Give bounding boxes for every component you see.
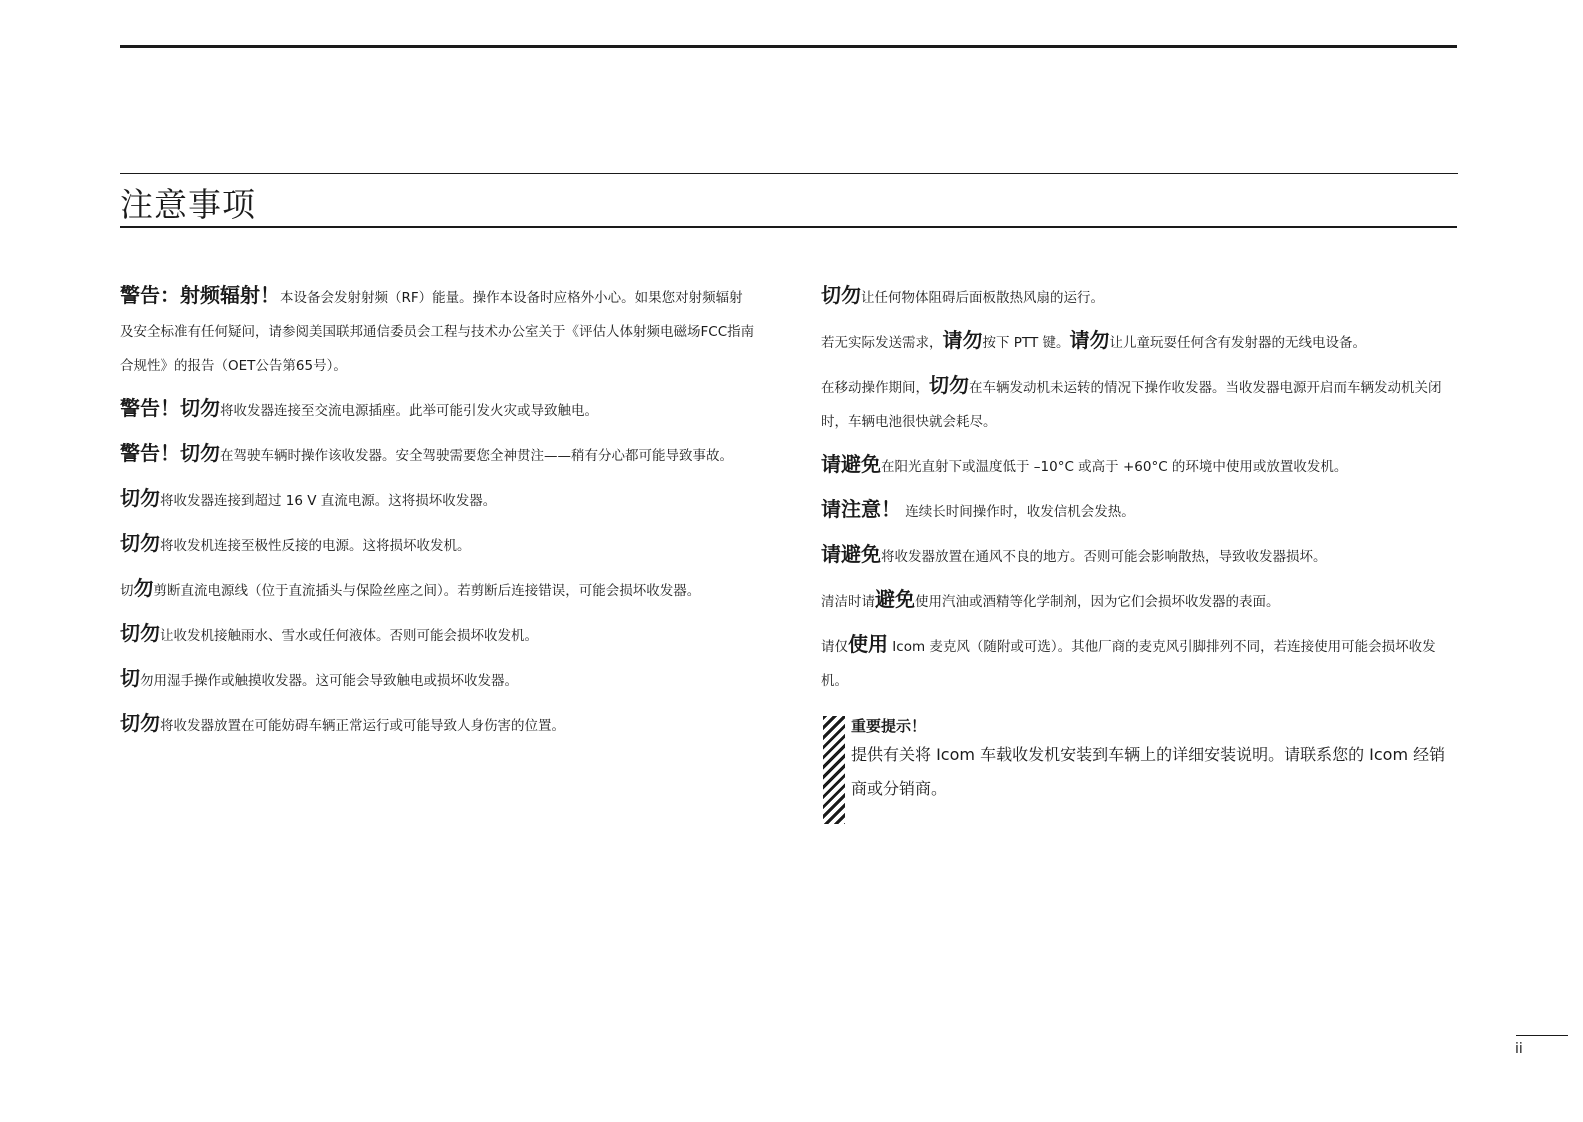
caution-prefix: 切 [120,583,134,599]
caution-prefix: 请仅 [821,639,848,655]
caution-text: 将收发器放置在通风不良的地方。否则可能会影响散热，导致收发器损坏。 [881,549,1327,565]
caution-liquid [120,616,756,653]
caution-keyword: 避免 [875,587,915,611]
caution-fan [821,278,1459,315]
caution-text: 在阳光直射下或温度低于 –10°C 或高于 +60°C 的环境中使用或放置收发机。 [881,459,1348,475]
caution-text: 让任何物体阻碍后面板散热风扇的运行。 [861,290,1104,306]
caution-text: 让儿童玩耍任何含有发射器的无线电设备。 [1109,335,1366,351]
warning-text: 将收发器连接至交流电源插座。此举可能引发火灾或导致触电。 [220,403,598,419]
caution-cleaning [821,582,1459,619]
caution-keyword: 切勿 [929,373,969,397]
caution-text: 连续长时间操作时，收发信机会发热。 [901,504,1135,520]
caution-keyword: 切勿 [120,621,160,645]
caution-text: 剪断直流电源线（位于直流插头与保险丝座之间）。若剪断后连接错误，可能会损坏收发器。 [153,583,701,599]
page-title: 注意事项 [120,185,256,224]
caution-text: 将收发器放置在可能妨碍车辆正常运行或可能导致人身伤害的位置。 [160,718,565,734]
caution-heat [821,492,1459,529]
warning-text: 本设备会发射射频（RF）能量。操作本设备时应格外小心。如果您对射频辐射及安全标准有任何疑问，请参阅美国联邦通信委员会工程与技术办公室关于《评估人体射频电磁场FCC指南合规性》的报告（OET公告第65号）。 [120,290,755,374]
caution-keyword: 请避免 [821,542,881,566]
caution-text: Icom 麦克风（随附或可选）。其他厂商的麦克风引脚排列不同，若连接使用可能会损坏收发机。 [821,639,1436,689]
notice-body: 提供有关将 Icom 车载收发机安装到车辆上的详细安装说明。请联系您的 Icom 经销商或分销商。 [851,745,1446,798]
caution-keyword: 切勿 [120,486,160,510]
important-notice [821,714,1459,826]
caution-keyword: 请勿 [942,328,983,352]
caution-prefix: 清洁时请 [821,594,875,610]
caution-keyword: 请避免 [821,452,881,476]
page-number: ii [1515,1041,1523,1057]
caution-text: 在车辆发动机未运转的情况下操作收发器。当收发器电源开启而车辆发动机关闭时，车辆电池很快就会耗尽。 [821,380,1442,430]
caution-text: 让收发机接触雨水、雪水或任何液体。否则可能会损坏收发机。 [160,628,538,644]
caution-text: 使用汽油或酒精等化学制剂，因为它们会损坏收发器的表面。 [915,594,1280,610]
caution-keyword: 切勿 [120,531,160,555]
caution-cut-cable [120,571,756,608]
caution-keyword: 请勿 [1069,328,1110,352]
caution-temperature [821,447,1459,484]
caution-text: 将收发机连接至极性反接的电源。这将损坏收发机。 [160,538,471,554]
warning-keyword: 警告！切勿 [120,396,220,420]
caution-text: 将收发器连接到超过 16 V 直流电源。这将损坏收发器。 [160,493,497,509]
caution-microphone [821,627,1459,698]
caution-battery [821,368,1459,439]
warning-keyword: 警告：射频辐射！ [120,283,280,307]
warning-driving [120,436,756,473]
caution-keyword: 切 [120,666,140,690]
caution-text: 勿用湿手操作或触摸收发器。这可能会导致触电或损坏收发器。 [140,673,518,689]
caution-polarity [120,526,756,563]
footer-rule [1516,1035,1568,1036]
caution-ventilation [821,537,1459,574]
caution-keyword: 使用 [848,632,888,656]
right-column [821,278,1459,826]
caution-wet-hands [120,661,756,698]
caution-keyword: 切勿 [120,711,160,735]
warning-text: 在驾驶车辆时操作该收发器。安全驾驶需要您全神贯注——稍有分心都可能导致事故。 [220,448,733,464]
warning-ac-outlet [120,391,756,428]
hatch-marker-icon [823,716,845,824]
caution-placement [120,706,756,743]
warning-keyword: 警告！切勿 [120,441,220,465]
caution-ptt [821,323,1459,360]
caution-keyword: 切勿 [821,283,861,307]
caution-prefix: 若无实际发送需求， [821,335,943,351]
caution-keyword: 请注意！ [821,497,901,521]
title-rule-bottom [120,226,1457,228]
header-rule [120,45,1457,48]
caution-keyword: 勿 [133,576,154,600]
title-rule-top [120,173,1458,174]
warning-rf-exposure [120,278,756,383]
caution-prefix: 在移动操作期间， [821,380,929,396]
caution-voltage [120,481,756,518]
notice-title: 重要提示！ [851,717,927,735]
caution-middle-text: 按下 PTT 键。 [982,335,1070,351]
left-column [120,278,756,751]
